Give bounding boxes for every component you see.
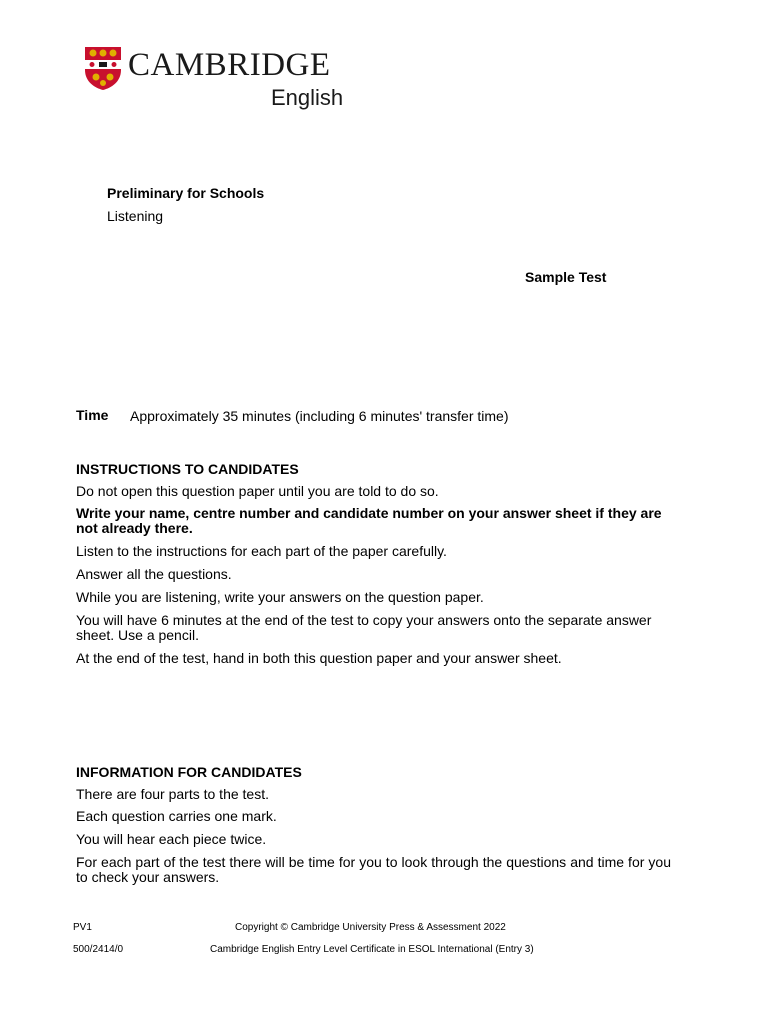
- footer-code-2: 500/2414/0: [73, 944, 124, 955]
- information-item: You will hear each piece twice.: [76, 831, 267, 847]
- footer-code-1: PV1: [73, 922, 92, 933]
- cambridge-english-logo: [84, 44, 354, 114]
- exam-title: Preliminary for Schools: [107, 185, 265, 201]
- instruction-item: Do not open this question paper until you are told to do so.: [76, 483, 439, 499]
- time-value: Approximately 35 minutes (including 6 minutes' transfer time): [130, 408, 509, 424]
- instruction-item: Listen to the instructions for each part of the paper carefully.: [76, 543, 447, 559]
- footer-certificate: Cambridge English Entry Level Certificate in ESOL International (Entry 3): [210, 944, 534, 955]
- logo-brand: CAMBRIDGE: [128, 47, 331, 83]
- footer-copyright: Copyright © Cambridge University Press & Assessment 2022: [235, 922, 506, 933]
- instruction-item: While you are listening, write your answers on the question paper.: [76, 589, 484, 605]
- information-item: For each part of the test there will be time for you to look through the questions and time for you to check your answers.: [76, 854, 671, 885]
- test-type: Sample Test: [525, 269, 607, 285]
- cambridge-shield-icon: [84, 46, 122, 90]
- paper-name: Listening: [107, 208, 164, 224]
- instructions-heading: INSTRUCTIONS TO CANDIDATES: [76, 461, 299, 477]
- time-label: Time: [76, 407, 109, 423]
- instruction-item: Answer all the questions.: [76, 566, 232, 582]
- instruction-item: You will have 6 minutes at the end of the test to copy your answers onto the separate answer sheet. Use a pencil.: [76, 612, 652, 643]
- logo-sub: English: [271, 85, 344, 110]
- information-item: There are four parts to the test.: [76, 786, 269, 802]
- instruction-item: At the end of the test, hand in both this question paper and your answer sheet.: [76, 650, 562, 666]
- information-heading: INFORMATION FOR CANDIDATES: [76, 764, 302, 780]
- information-item: Each question carries one mark.: [76, 808, 277, 824]
- instruction-item: Write your name, centre number and candidate number on your answer sheet if they are not already there.: [76, 505, 662, 536]
